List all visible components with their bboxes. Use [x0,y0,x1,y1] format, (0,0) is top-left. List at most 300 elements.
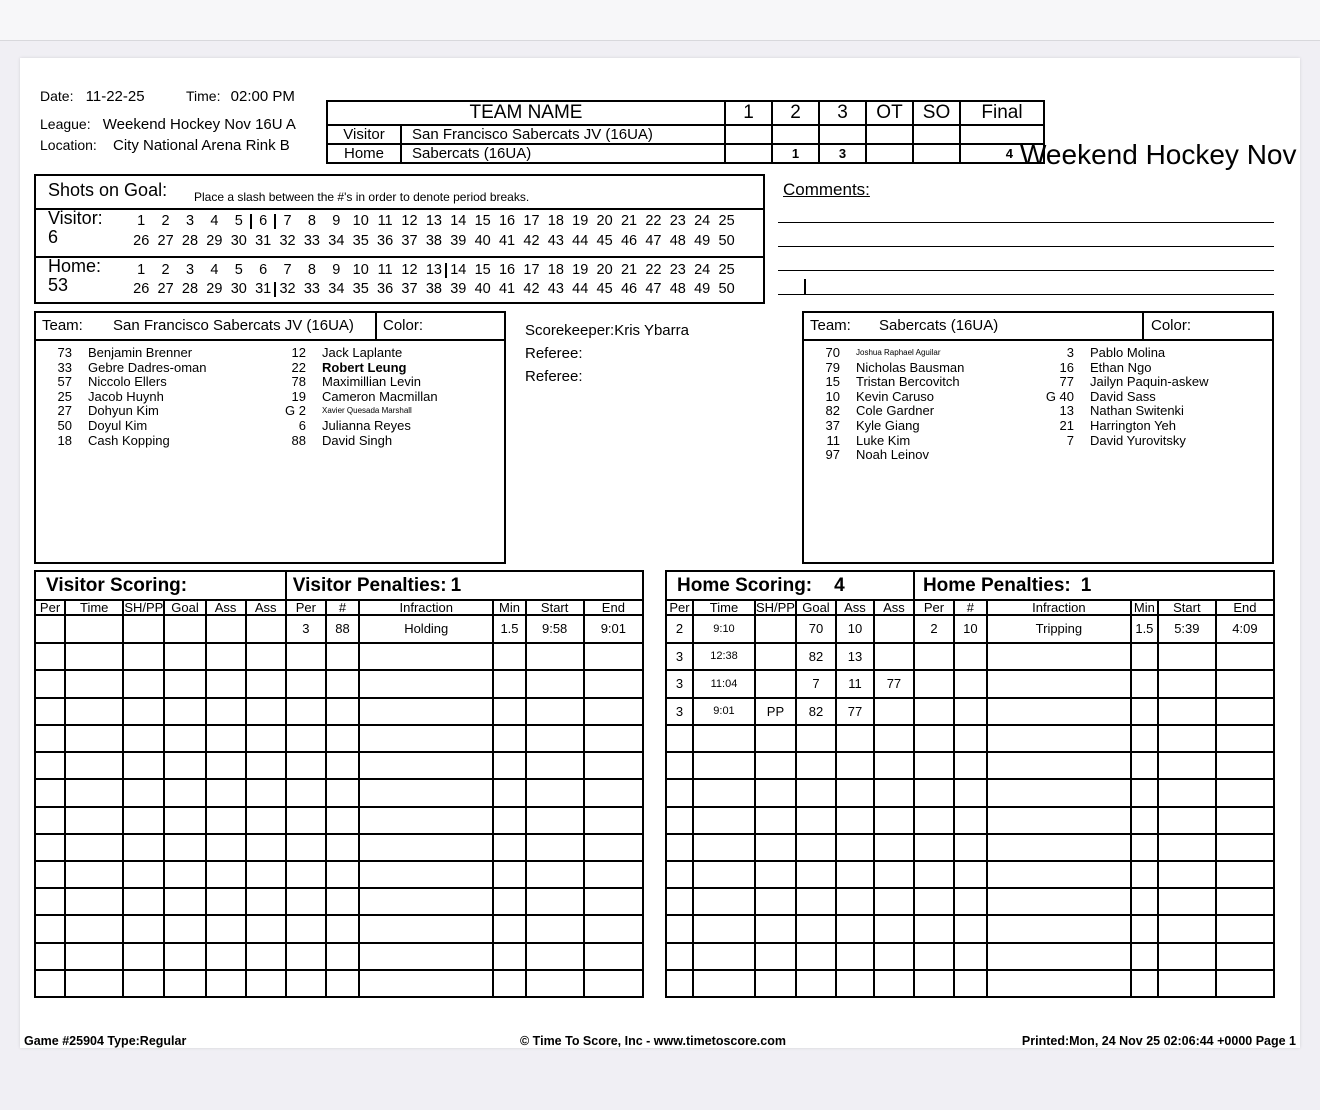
home-scoring-count: 4 [834,574,845,596]
player-number: 82 [825,403,840,419]
scoring-cell [206,779,246,806]
home-scoring-title: Home Scoring: [677,574,813,596]
scoring-cell [693,779,755,806]
shots-on-goal-box [34,174,765,304]
shot-number: 16 [498,213,516,229]
penalty-cell [326,915,359,942]
scoring-cell [35,970,65,997]
shot-number: 39 [450,281,467,297]
shot-number: 33 [303,281,320,297]
column-header-row [35,600,643,615]
scoring-cell [206,670,246,698]
time-label: Time: [186,88,221,104]
penalty-cell [1131,807,1158,834]
visitor-so [913,125,960,144]
scoring-cell [35,834,65,861]
shot-number: 27 [157,233,174,249]
table-row [35,779,643,806]
penalty-cell [286,670,326,698]
scoring-cell [164,752,205,779]
player-name: Tristan Bercovitch [856,374,960,390]
penalty-cell [1158,670,1216,698]
penalties-column-header: End [584,600,643,615]
shots-visitor-total: 6 [48,227,59,247]
roster-player [804,390,1056,405]
scoring-cell [246,670,286,698]
player-name: David Yurovitsky [1090,432,1186,448]
scoring-column-header: Per [666,600,693,615]
visitor-roster-right [270,346,522,448]
shot-number: 22 [645,213,662,229]
scoring-cell [874,615,914,643]
visitor-ot [866,125,913,144]
period-3-header: 3 [819,101,866,125]
penalty-cell [584,888,643,915]
shot-number: 10 [352,262,369,278]
shot-number: 5 [234,213,243,229]
table-row [666,915,1274,942]
roster-player [270,361,522,376]
scoring-cell [123,779,164,806]
penalty-cell [1216,943,1274,970]
visitor-penalties-title-cell [286,571,643,600]
visitor-scoring-penalties-table [34,570,644,998]
scoring-cell [874,725,914,752]
visitor-shots-row-2 [129,233,739,249]
scoring-cell: 77 [874,670,914,698]
home-scoring-title-cell [666,571,914,600]
shot-number: 41 [498,233,516,249]
shot-number: 11 [377,213,393,229]
footer-game: Game #25904 Type:Regular [24,1034,187,1048]
penalty-cell [1158,915,1216,942]
penalty-cell [914,943,954,970]
penalty-cell [954,888,987,915]
table-row [666,752,1274,779]
penalty-cell [493,861,525,888]
scoring-cell [246,943,286,970]
scoring-cell [206,943,246,970]
ot-header: OT [866,101,913,125]
scoring-cell [796,915,836,942]
player-name: Pablo Molina [1090,345,1166,360]
shots-home-label: Home: [48,256,102,276]
roster-player [36,434,288,449]
scoring-cell [246,915,286,942]
penalty-cell [526,915,584,942]
roster-player [804,419,1056,434]
shot-number: 13 [425,262,442,278]
scoring-cell [755,779,796,806]
roster-player [804,346,1056,361]
scoring-cell [164,725,205,752]
player-number: 57 [57,374,72,390]
shot-number: 7 [283,213,292,229]
player-number: G 2 [285,403,306,419]
home-team-label: Team: [810,317,851,334]
penalty-cell [493,807,525,834]
scoring-cell [206,698,246,726]
comment-line [778,246,1274,247]
scoring-cell [164,915,205,942]
scoring-column-header: Per [35,600,65,615]
scoring-cell [796,943,836,970]
player-name: Kevin Caruso [856,388,935,404]
player-number: 97 [825,447,840,463]
penalty-cell [1216,698,1274,726]
penalty-cell: 9:58 [526,615,584,643]
table-row [666,888,1274,915]
scoring-cell [796,861,836,888]
scoring-cell [874,861,914,888]
home-roster-right [1038,346,1290,448]
scoring-cell [123,943,164,970]
penalty-cell [1216,670,1274,698]
scoring-cell [246,615,286,643]
time-field [186,88,295,105]
player-name: Maximillian Levin [322,374,421,390]
penalties-column-header: Per [286,600,326,615]
penalty-cell [584,807,643,834]
penalty-cell [526,970,584,997]
player-number: 15 [825,374,840,390]
penalty-cell [526,834,584,861]
shot-number: 42 [523,233,540,249]
scoring-cell [206,970,246,997]
shot-number: 30 [230,281,247,297]
date-label: Date: [40,88,74,104]
penalty-cell [1158,779,1216,806]
scoring-cell [874,643,914,671]
penalties-column-header: Start [526,600,584,615]
table-row [35,752,643,779]
penalty-cell [914,861,954,888]
penalty-cell [987,834,1131,861]
location-label: Location: [40,137,97,153]
penalty-cell [326,834,359,861]
shot-number: 25 [718,262,735,278]
home-roster-box [802,311,1274,564]
roster-player [36,419,288,434]
penalty-cell [914,698,954,726]
home-p3: 3 [819,144,866,163]
scoring-cell [123,752,164,779]
penalty-cell [987,807,1131,834]
scoring-cell [123,698,164,726]
shot-number: 39 [450,233,467,249]
table-row [35,970,643,997]
shot-number: 1 [137,213,146,229]
scoring-cell [796,888,836,915]
penalty-cell [1158,725,1216,752]
so-header: SO [913,101,960,125]
penalty-cell [1131,698,1158,726]
scoring-cell [755,725,796,752]
shot-number: 34 [328,281,345,297]
shot-number: 13 [425,213,442,229]
player-name: David Singh [322,432,393,448]
scoring-cell [35,698,65,726]
scoring-cell [246,834,286,861]
shot-number: 11 [377,262,393,278]
scoring-cell [874,807,914,834]
visitor-penalties-count: 1 [450,574,462,596]
shots-home-total: 53 [48,275,69,295]
penalty-cell [954,643,987,671]
penalty-cell [526,752,584,779]
league-label: League: [40,116,91,132]
home-p2: 1 [772,144,819,163]
scoring-cell [35,615,65,643]
table-row [35,834,643,861]
penalty-cell: 1.5 [493,615,525,643]
shot-number: 17 [523,262,540,278]
scoring-cell [65,915,123,942]
scoresheet-page [20,58,1300,1048]
scoring-cell [836,888,874,915]
shot-number: 48 [669,233,686,249]
home-shots-row-1 [129,262,739,278]
penalties-column-header: Infraction [359,600,493,615]
home-score-row [327,144,1044,163]
date-value: 11-22-25 [85,88,145,105]
scoring-cell [164,643,205,671]
scoring-cell [836,943,874,970]
scoring-cell [123,888,164,915]
player-number: 3 [1066,345,1074,360]
home-scoring-penalties-table [665,570,1275,998]
player-number: 6 [298,417,306,433]
penalty-cell [359,861,493,888]
shot-number: 41 [498,281,516,297]
penalty-cell [1131,970,1158,997]
scoring-cell [35,670,65,698]
scoring-cell [755,915,796,942]
player-name: Noah Leinov [856,447,929,463]
scoring-cell [65,779,123,806]
penalty-cell [1131,670,1158,698]
home-team-name: Sabercats (16UA) [401,144,725,163]
penalty-cell [1158,970,1216,997]
league-field [40,116,296,133]
scoring-cell [35,861,65,888]
player-name: Xavier Quesada Marshall [322,406,412,416]
penalties-column-header: Infraction [987,600,1131,615]
time-value: 02:00 PM [230,88,295,105]
roster-player [270,419,522,434]
player-number: 73 [57,345,72,360]
shot-number: 3 [185,262,195,278]
penalty-cell [584,698,643,726]
scoring-cell [693,807,755,834]
shot-number: 35 [352,281,369,297]
penalty-cell [987,643,1131,671]
scoring-cell: 9:01 [693,698,755,726]
table-row [35,670,643,698]
visitor-team-name: San Francisco Sabercats JV (16UA) [401,125,725,144]
home-color-divider [1142,313,1144,339]
shot-number: 45 [596,281,613,297]
shot-number: 29 [206,233,223,249]
comment-cursor [804,279,806,294]
penalty-cell [526,670,584,698]
scoring-cell [693,834,755,861]
scoring-cell [796,970,836,997]
scoring-cell [123,725,164,752]
penalty-cell [493,888,525,915]
player-number: 78 [291,374,306,390]
penalty-cell [914,888,954,915]
penalty-cell [584,834,643,861]
table-row [666,643,1274,671]
roster-player [1038,390,1290,405]
visitor-p2 [772,125,819,144]
penalty-cell [987,915,1131,942]
player-name: Julianna Reyes [322,417,411,433]
penalty-cell [1131,888,1158,915]
penalty-cell [493,725,525,752]
penalty-cell [987,888,1131,915]
table-row [35,943,643,970]
penalty-cell [359,915,493,942]
visitor-roster-team: San Francisco Sabercats JV (16UA) [113,317,354,334]
penalty-cell: 3 [286,615,326,643]
player-name: Doyul Kim [88,417,148,433]
home-final: 4 [960,144,1044,163]
scoring-column-header: Ass [836,600,874,615]
scoring-cell [164,670,205,698]
scoring-cell [35,779,65,806]
shot-number: 23 [669,262,686,278]
penalty-cell [954,670,987,698]
penalty-cell [914,915,954,942]
player-name: Robert Leung [322,359,407,375]
penalties-column-header: # [326,600,359,615]
scoring-cell: 11:04 [693,670,755,698]
shot-number: 32 [279,233,296,249]
player-number: 7 [1066,432,1074,448]
viewer-toolbar [0,0,1320,41]
penalty-cell [493,834,525,861]
shot-number: 4 [210,213,219,229]
scoring-cell [246,752,286,779]
scoring-cell [123,834,164,861]
scoring-cell: 77 [836,698,874,726]
visitor-roster-left [36,346,288,448]
player-name: Joshua Raphael Aguilar [856,348,941,357]
shot-number: 49 [694,233,711,249]
shot-number: 47 [645,233,662,249]
scoring-cell [35,943,65,970]
home-so [913,144,960,163]
scoring-cell [164,861,205,888]
roster-player [270,390,522,405]
scoring-cell: 82 [796,698,836,726]
shot-number: 40 [474,233,491,249]
penalty-cell [584,752,643,779]
shot-number: 16 [498,262,516,278]
shot-number: 20 [596,213,613,229]
referee-2: Referee: [525,368,583,385]
table-row [35,915,643,942]
penalty-cell [493,779,525,806]
scoring-cell [164,970,205,997]
visitor-roster-box [34,311,506,564]
shot-number: 7 [283,262,292,278]
shot-number: 42 [523,281,540,297]
scoring-cell [693,725,755,752]
penalty-cell [584,670,643,698]
roster-player [270,404,522,419]
scoring-column-header: Time [693,600,755,615]
scoring-cell [693,943,755,970]
scoring-cell [164,615,205,643]
shot-number: 15 [474,262,491,278]
shot-number: 48 [669,281,686,297]
final-header: Final [960,101,1044,125]
player-name: Nicholas Bausman [856,359,965,375]
shot-number: 40 [474,281,491,297]
scoring-cell [123,861,164,888]
scoring-cell [755,643,796,671]
penalty-cell [584,970,643,997]
penalty-cell [584,779,643,806]
shot-number: 33 [303,233,320,249]
roster-player [36,404,288,419]
shot-number: 8 [307,213,316,229]
table-row [35,725,643,752]
penalty-cell [584,943,643,970]
player-number: 16 [1059,359,1074,375]
scoring-cell [65,834,123,861]
roster-player [804,434,1056,449]
player-name: Luke Kim [856,432,911,448]
scoring-cell [65,615,123,643]
table-row [35,643,643,671]
comments-label: Comments: [783,180,870,199]
scoring-cell [666,970,693,997]
penalties-column-header: Min [493,600,525,615]
scoring-cell [666,861,693,888]
penalty-cell [326,861,359,888]
table-row [666,970,1274,997]
location-field [40,137,290,154]
penalty-cell [914,643,954,671]
penalty-cell [359,807,493,834]
penalty-cell [359,888,493,915]
shot-number: 22 [645,262,662,278]
scoring-cell [666,807,693,834]
shots-divider-mid [36,256,763,258]
penalties-column-header: Min [1131,600,1158,615]
scoring-cell [65,670,123,698]
penalty-cell [326,752,359,779]
table-row [35,888,643,915]
player-name: Cameron Macmillan [322,388,438,404]
penalty-cell [914,834,954,861]
penalty-cell [326,970,359,997]
penalty-cell [326,670,359,698]
scoring-cell [206,615,246,643]
penalty-cell [526,643,584,671]
scoring-cell [666,752,693,779]
scoring-cell: 7 [796,670,836,698]
penalty-cell [326,807,359,834]
shot-number: 10 [352,213,369,229]
penalty-cell: 2 [914,615,954,643]
shot-number: 14 [450,213,467,229]
roster-player [1038,434,1290,449]
